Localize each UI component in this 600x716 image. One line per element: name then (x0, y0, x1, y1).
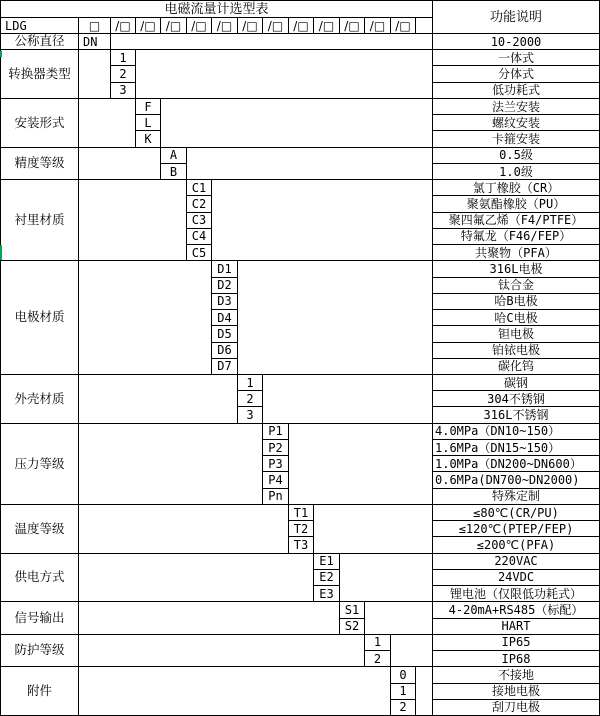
green-artifact-mark (0, 51, 2, 57)
desc-cell: 0.6MPa(DN700~DN2000) (433, 472, 600, 488)
code-cell: D3 (212, 294, 238, 310)
merged-empty-cell (79, 667, 391, 716)
code-cell: D1 (212, 261, 238, 277)
code-cell: A (161, 148, 187, 164)
code-cell: L (136, 115, 161, 131)
section-label: 精度等级 (1, 148, 79, 180)
desc-cell: ≤120℃(PTEP/FEP) (433, 521, 600, 537)
desc-cell: 锂电池（仅限低功耗式） (433, 586, 600, 602)
desc-cell: 氯丁橡胶（CR） (433, 180, 600, 196)
model-segment-box: /□ (212, 18, 238, 34)
desc-cell: 接地电极 (433, 684, 600, 700)
code-cell: 3 (238, 407, 263, 423)
merged-empty-cell (136, 50, 433, 99)
section-label: 外壳材质 (1, 375, 79, 424)
code-cell: DN (79, 34, 111, 50)
code-cell: D5 (212, 326, 238, 342)
desc-cell: 24VDC (433, 570, 600, 586)
code-cell: C2 (187, 196, 212, 212)
desc-cell: IP65 (433, 635, 600, 651)
code-cell: P1 (263, 424, 289, 440)
code-cell: T2 (289, 521, 314, 537)
merged-empty-cell (79, 375, 238, 424)
section-label: 安装形式 (1, 99, 79, 148)
desc-cell: 螺纹安装 (433, 115, 600, 131)
desc-cell: 钛合金 (433, 278, 600, 294)
merged-empty-cell (79, 602, 340, 634)
desc-cell: 聚四氟乙烯（F4/PTFE） (433, 213, 600, 229)
code-cell: S1 (340, 602, 365, 618)
model-segment-box: /□ (161, 18, 187, 34)
desc-cell: 316L不锈钢 (433, 407, 600, 423)
model-segment-box: /□ (314, 18, 340, 34)
model-prefix: LDG (1, 18, 79, 34)
desc-cell: 一体式 (433, 50, 600, 66)
code-cell: 1 (238, 375, 263, 391)
merged-empty-cell (79, 99, 136, 148)
merged-empty-cell (79, 148, 161, 180)
desc-cell: 法兰安装 (433, 99, 600, 115)
code-cell: P4 (263, 472, 289, 488)
desc-cell: 1.0MPa（DN200~DN600） (433, 456, 600, 472)
model-row-filler (416, 18, 433, 34)
desc-cell: HART (433, 619, 600, 635)
desc-cell: ≤200℃(PFA) (433, 537, 600, 553)
merged-empty-cell (79, 424, 263, 505)
merged-empty-cell (79, 261, 212, 375)
merged-empty-cell (212, 180, 433, 261)
merged-empty-cell (79, 180, 187, 261)
model-segment-box: /□ (111, 18, 136, 34)
desc-cell: 10-2000 (433, 34, 600, 50)
model-segment-box: /□ (263, 18, 289, 34)
model-segment-box: /□ (187, 18, 212, 34)
desc-cell: 分体式 (433, 66, 600, 82)
desc-cell: 碳化钨 (433, 359, 600, 375)
merged-empty-cell (79, 635, 365, 667)
desc-cell: 共聚物（PFA） (433, 245, 600, 261)
merged-empty-cell (365, 602, 433, 634)
code-cell: E1 (314, 554, 340, 570)
desc-cell: 1.6MPa（DN15~150） (433, 440, 600, 456)
merged-empty-cell (238, 261, 433, 375)
desc-cell: 聚氨酯橡胶（PU） (433, 196, 600, 212)
desc-cell: 刮刀电极 (433, 700, 600, 716)
merged-empty-cell (314, 505, 433, 554)
green-artifact-mark (0, 245, 2, 260)
code-cell: C4 (187, 229, 212, 245)
section-label: 信号输出 (1, 602, 79, 634)
code-cell: 1 (391, 684, 416, 700)
code-cell: 0 (391, 667, 416, 683)
section-label: 电极材质 (1, 261, 79, 375)
desc-cell: 1.0级 (433, 164, 600, 180)
merged-empty-cell (289, 424, 433, 505)
section-label: 公称直径 (1, 34, 79, 50)
merged-empty-cell (111, 34, 433, 50)
model-segment-box: /□ (365, 18, 391, 34)
code-cell: T3 (289, 537, 314, 553)
model-segment-box: /□ (136, 18, 161, 34)
code-cell: C3 (187, 213, 212, 229)
code-cell: 2 (365, 651, 391, 667)
desc-cell: 特殊定制 (433, 489, 600, 505)
code-cell: 1 (111, 50, 136, 66)
model-segment-box: /□ (340, 18, 365, 34)
desc-cell: 铂铱电极 (433, 343, 600, 359)
model-segment-box: /□ (289, 18, 314, 34)
desc-cell: 4-20mA+RS485（标配） (433, 602, 600, 618)
section-label: 温度等级 (1, 505, 79, 554)
code-cell: D6 (212, 343, 238, 359)
code-cell: P2 (263, 440, 289, 456)
merged-empty-cell (161, 99, 433, 148)
code-cell: P3 (263, 456, 289, 472)
merged-empty-cell (340, 554, 433, 603)
section-label: 转换器类型 (1, 50, 79, 99)
desc-cell: 特氟龙（F46/FEP） (433, 229, 600, 245)
merged-empty-cell (79, 50, 111, 99)
code-cell: B (161, 164, 187, 180)
code-cell: K (136, 131, 161, 147)
merged-empty-cell (391, 635, 433, 667)
code-cell: 2 (391, 700, 416, 716)
section-label: 衬里材质 (1, 180, 79, 261)
desc-cell: 卡箍安装 (433, 131, 600, 147)
desc-cell: 低功耗式 (433, 83, 600, 99)
code-cell: C5 (187, 245, 212, 261)
model-digit-box: □ (79, 18, 111, 34)
code-cell: Pn (263, 489, 289, 505)
code-cell: D2 (212, 278, 238, 294)
code-cell: C1 (187, 180, 212, 196)
desc-cell: 不接地 (433, 667, 600, 683)
desc-cell: 哈C电极 (433, 310, 600, 326)
code-cell: 3 (111, 83, 136, 99)
section-label: 附件 (1, 667, 79, 716)
desc-cell: IP68 (433, 651, 600, 667)
model-segment-box: /□ (391, 18, 416, 34)
desc-cell: 碳钢 (433, 375, 600, 391)
desc-cell: 0.5级 (433, 148, 600, 164)
desc-cell: 304不锈钢 (433, 391, 600, 407)
merged-empty-cell (263, 375, 433, 424)
section-label: 防护等级 (1, 635, 79, 667)
desc-cell: 钽电极 (433, 326, 600, 342)
code-cell: E2 (314, 570, 340, 586)
merged-empty-cell (79, 505, 289, 554)
code-cell: S2 (340, 619, 365, 635)
merged-empty-cell (187, 148, 433, 180)
desc-cell: 220VAC (433, 554, 600, 570)
code-cell: D4 (212, 310, 238, 326)
model-segment-box: /□ (238, 18, 263, 34)
code-cell: T1 (289, 505, 314, 521)
desc-cell: 哈B电极 (433, 294, 600, 310)
table-title: 电磁流量计选型表 (1, 1, 433, 18)
desc-cell: ≤80℃(CR/PU) (433, 505, 600, 521)
section-label: 供电方式 (1, 554, 79, 603)
section-label: 压力等级 (1, 424, 79, 505)
desc-cell: 316L电极 (433, 261, 600, 277)
code-cell: 2 (111, 66, 136, 82)
desc-cell: 4.0MPa（DN10~150） (433, 424, 600, 440)
code-cell: F (136, 99, 161, 115)
code-cell: 1 (365, 635, 391, 651)
code-cell: E3 (314, 586, 340, 602)
code-cell: D7 (212, 359, 238, 375)
function-description-header: 功能说明 (433, 1, 600, 34)
merged-empty-cell (416, 667, 433, 716)
merged-empty-cell (79, 554, 314, 603)
code-cell: 2 (238, 391, 263, 407)
